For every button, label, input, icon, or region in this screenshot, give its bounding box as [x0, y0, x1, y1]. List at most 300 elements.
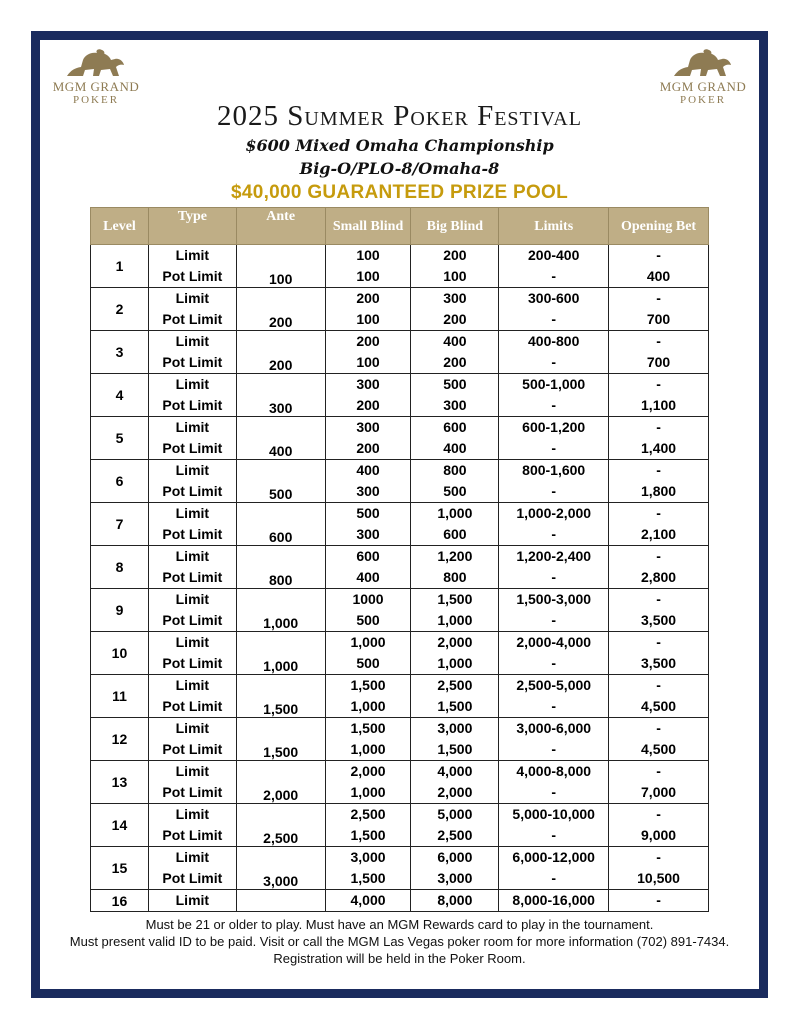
- game-type-line: Limit: [175, 849, 210, 865]
- game-type-line: Limit: [175, 419, 210, 435]
- big-blind-value-line: 400: [443, 440, 467, 456]
- small-blind-value-line: 2,500: [350, 806, 386, 822]
- small-blind-value: [325, 804, 411, 847]
- game-type-line: Pot Limit: [162, 354, 223, 370]
- game-type: [148, 804, 236, 847]
- small-blind-value-line: 1,500: [350, 677, 386, 693]
- limits-value-line: -: [551, 440, 557, 456]
- opening-bet-value-line: 1,800: [641, 483, 677, 499]
- small-blind-value-line: 3,000: [350, 849, 386, 865]
- limits-value-line: 5,000-10,000: [512, 806, 595, 822]
- ante-value: 200: [236, 331, 325, 374]
- game-type-line: Limit: [175, 290, 210, 306]
- limits-value: [499, 417, 609, 460]
- level-number: 9: [91, 589, 149, 632]
- big-blind-value-line: 2,000: [437, 784, 473, 800]
- logo-line-2: POKER: [72, 94, 120, 106]
- limits-value-line: 2,500-5,000: [516, 677, 592, 693]
- big-blind-value: [411, 675, 499, 718]
- game-type: [148, 288, 236, 331]
- ante-value: 2,000: [236, 761, 325, 804]
- game-type-line: Pot Limit: [162, 526, 223, 542]
- ante-value: 2,500: [236, 804, 325, 847]
- big-blind-value-line: 2,500: [437, 677, 473, 693]
- game-type: [148, 331, 236, 374]
- game-type: [148, 675, 236, 718]
- big-blind-value: [411, 546, 499, 589]
- opening-bet-value: [609, 417, 709, 460]
- limits-value: [499, 632, 609, 675]
- big-blind-value-line: 3,000: [437, 720, 473, 736]
- small-blind-value-line: 2,000: [350, 763, 386, 779]
- big-blind-value-line: 800: [443, 462, 467, 478]
- game-type-line: Pot Limit: [162, 741, 223, 757]
- ante-value: 400: [236, 417, 325, 460]
- limits-value: [499, 761, 609, 804]
- small-blind-value-line: 200: [356, 290, 380, 306]
- game-variants: Big-O/PLO-8/Omaha-8: [299, 159, 500, 178]
- footer-line-2: Must present valid ID to be paid. Visit or call the MGM Las Vegas poker room for more information (702) 891-7434. Registration will be held in the Poker Room.: [69, 934, 730, 966]
- opening-bet-value-line: 10,500: [637, 870, 680, 886]
- small-blind-value-line: 400: [356, 462, 380, 478]
- opening-bet-value-line: -: [656, 849, 661, 865]
- game-type: [148, 503, 236, 546]
- big-blind-value-line: 5,000: [437, 806, 473, 822]
- limits-value-line: 300-600: [528, 290, 580, 306]
- game-type: [148, 718, 236, 761]
- game-type-line: Pot Limit: [162, 311, 223, 327]
- table-row: [91, 546, 709, 589]
- opening-bet-value-line: 700: [646, 354, 671, 370]
- small-blind-value-line: 500: [356, 505, 380, 521]
- small-blind-value-line: 100: [356, 354, 380, 370]
- game-type: [148, 460, 236, 503]
- limits-value-line: 4,000-8,000: [516, 763, 592, 779]
- opening-bet-value: [609, 589, 709, 632]
- game-type-line: Pot Limit: [162, 440, 223, 456]
- opening-bet-value-line: 7,000: [641, 784, 677, 800]
- limits-value-line: 1,000-2,000: [516, 505, 592, 521]
- big-blind-value-line: 600: [443, 526, 467, 542]
- opening-bet-value-line: -: [656, 333, 661, 349]
- opening-bet-value: [609, 288, 709, 331]
- limits-value: [499, 718, 609, 761]
- small-blind-value: [325, 589, 411, 632]
- game-type-line: Limit: [175, 720, 210, 736]
- big-blind-value-line: 100: [443, 268, 467, 284]
- ante-value: 1,500: [236, 718, 325, 761]
- game-type-line: Limit: [175, 806, 210, 822]
- limits-value-line: -: [551, 741, 557, 757]
- game-type-line: Pot Limit: [162, 397, 223, 413]
- limits-value: [499, 245, 609, 288]
- small-blind-value: [325, 761, 411, 804]
- small-blind-value: [325, 374, 411, 417]
- big-blind-value-line: 600: [443, 419, 467, 435]
- col-header-level: Level: [91, 208, 149, 245]
- limits-value-line: 2,000-4,000: [516, 634, 592, 650]
- opening-bet-value-line: -: [656, 548, 661, 564]
- big-blind-value-line: 1,500: [437, 741, 473, 757]
- opening-bet-value: [609, 374, 709, 417]
- opening-bet-value-line: 400: [646, 268, 671, 284]
- big-blind-value-line: 2,000: [437, 634, 473, 650]
- level-number: 3: [91, 331, 149, 374]
- small-blind-value-line: 1,500: [350, 827, 386, 843]
- big-blind-value: [411, 245, 499, 288]
- opening-bet-value: [609, 245, 709, 288]
- limits-value-line: -: [551, 870, 557, 886]
- big-blind-value-line: 1,500: [437, 591, 473, 607]
- game-type: [148, 632, 236, 675]
- limits-value-line: 500-1,000: [522, 376, 586, 392]
- ante-value: 600: [236, 503, 325, 546]
- big-blind-value: [411, 632, 499, 675]
- small-blind-value: [325, 331, 411, 374]
- opening-bet-value: [609, 761, 709, 804]
- opening-bet-value: [609, 718, 709, 761]
- table-row: [91, 632, 709, 675]
- level-number: 1: [91, 245, 149, 288]
- big-blind-value-line: 500: [443, 376, 467, 392]
- big-blind-value: [411, 718, 499, 761]
- game-type-line: Pot Limit: [162, 483, 223, 499]
- level-number: 4: [91, 374, 149, 417]
- level-number: 5: [91, 417, 149, 460]
- col-header-small-blind: Small Blind: [325, 208, 411, 245]
- level-number: 12: [91, 718, 149, 761]
- small-blind-value-line: 500: [356, 655, 380, 671]
- game-type-line: Limit: [175, 591, 210, 607]
- game-type: [148, 374, 236, 417]
- game-type-line: Limit: [175, 376, 210, 392]
- game-type-line: Pot Limit: [162, 655, 223, 671]
- limits-value-line: -: [551, 311, 557, 327]
- opening-bet-value: [609, 546, 709, 589]
- event-name: $600 Mixed Omaha Championship: [245, 136, 554, 155]
- table-row: [91, 847, 709, 890]
- big-blind-value: [411, 804, 499, 847]
- table-row: [91, 890, 709, 912]
- game-type-line: Pot Limit: [162, 612, 223, 628]
- ante-value: [236, 890, 325, 912]
- big-blind-value-line: 2,500: [437, 827, 473, 843]
- page-title: 2025 Summer Poker Festival: [217, 100, 582, 132]
- opening-bet-value-line: -: [656, 290, 661, 306]
- small-blind-value: [325, 632, 411, 675]
- big-blind-value-line: 400: [443, 333, 467, 349]
- game-type-line: Limit: [175, 333, 210, 349]
- game-type: [148, 245, 236, 288]
- table-row: [91, 718, 709, 761]
- game-type-line: Limit: [175, 462, 210, 478]
- small-blind-value: [325, 675, 411, 718]
- limits-value-line: 200-400: [528, 247, 580, 263]
- logo-line-1: MGM GRAND: [659, 79, 747, 94]
- small-blind-value-line: 300: [356, 526, 380, 542]
- lion-icon: [668, 46, 738, 80]
- level-number: 13: [91, 761, 149, 804]
- small-blind-value: [325, 288, 411, 331]
- game-type-line: Limit: [175, 634, 210, 650]
- small-blind-value: [325, 847, 411, 890]
- opening-bet-value-line: -: [656, 247, 661, 263]
- big-blind-value-line: 800: [443, 569, 467, 585]
- logo-line-2: POKER: [679, 94, 727, 106]
- opening-bet-value-line: -: [656, 462, 661, 478]
- level-number: 14: [91, 804, 149, 847]
- col-header-opening-bet: Opening Bet: [609, 208, 709, 245]
- table-row: [91, 288, 709, 331]
- level-number: 6: [91, 460, 149, 503]
- level-number: 8: [91, 546, 149, 589]
- small-blind-value-line: 1,000: [350, 741, 386, 757]
- opening-bet-value-line: 4,500: [641, 698, 677, 714]
- col-header-type: Type: [148, 208, 236, 245]
- small-blind-value: [325, 890, 411, 912]
- opening-bet-value-line: -: [656, 892, 661, 908]
- opening-bet-value-line: 4,500: [641, 741, 677, 757]
- big-blind-value: [411, 847, 499, 890]
- limits-value: [499, 804, 609, 847]
- ante-value: 1,000: [236, 589, 325, 632]
- level-number: 11: [91, 675, 149, 718]
- big-blind-value-line: 6,000: [437, 849, 473, 865]
- small-blind-value: [325, 503, 411, 546]
- small-blind-value: [325, 546, 411, 589]
- game-type-line: Pot Limit: [162, 784, 223, 800]
- opening-bet-value-line: -: [656, 677, 661, 693]
- small-blind-value-line: 100: [356, 247, 380, 263]
- limits-value-line: 400-800: [528, 333, 580, 349]
- ante-value: 1,000: [236, 632, 325, 675]
- ante-value: 500: [236, 460, 325, 503]
- limits-value-line: -: [551, 698, 557, 714]
- big-blind-value-line: 4,000: [437, 763, 473, 779]
- game-type-line: Pot Limit: [162, 827, 223, 843]
- game-type-line: Pot Limit: [162, 870, 223, 886]
- opening-bet-value-line: 3,500: [641, 655, 677, 671]
- structure-table: [90, 207, 709, 912]
- big-blind-value-line: 1,000: [437, 505, 473, 521]
- footer-notice: [48, 916, 751, 967]
- big-blind-value-line: 1,500: [437, 698, 473, 714]
- limits-value-line: -: [551, 784, 557, 800]
- opening-bet-value-line: 1,100: [641, 397, 677, 413]
- small-blind-value-line: 1,000: [350, 698, 386, 714]
- game-type-line: Limit: [175, 892, 210, 908]
- small-blind-value: [325, 245, 411, 288]
- limits-value: [499, 675, 609, 718]
- big-blind-value-line: 200: [443, 247, 467, 263]
- game-type: [148, 589, 236, 632]
- opening-bet-value: [609, 331, 709, 374]
- table-row: [91, 761, 709, 804]
- opening-bet-value: [609, 460, 709, 503]
- opening-bet-value: [609, 675, 709, 718]
- big-blind-value-line: 8,000: [437, 892, 473, 908]
- game-type-line: Limit: [175, 247, 210, 263]
- small-blind-value-line: 300: [356, 419, 380, 435]
- small-blind-value-line: 300: [356, 376, 380, 392]
- limits-value-line: 1,200-2,400: [516, 548, 592, 564]
- table-row: [91, 374, 709, 417]
- opening-bet-value-line: 9,000: [641, 827, 677, 843]
- opening-bet-value-line: -: [656, 720, 661, 736]
- limits-value-line: -: [551, 483, 557, 499]
- small-blind-value-line: 4,000: [350, 892, 386, 908]
- small-blind-value-line: 100: [356, 268, 380, 284]
- limits-value-line: -: [551, 612, 557, 628]
- limits-value-line: -: [551, 268, 557, 284]
- big-blind-value-line: 200: [443, 311, 467, 327]
- level-number: 2: [91, 288, 149, 331]
- opening-bet-value-line: -: [656, 634, 661, 650]
- small-blind-value-line: 1,000: [350, 784, 386, 800]
- big-blind-value: [411, 890, 499, 912]
- col-header-ante: Ante: [236, 208, 325, 245]
- big-blind-value-line: 500: [443, 483, 467, 499]
- small-blind-value-line: 100: [356, 311, 380, 327]
- opening-bet-value-line: -: [656, 591, 661, 607]
- big-blind-value-line: 1,000: [437, 612, 473, 628]
- table-row: [91, 675, 709, 718]
- opening-bet-value: [609, 804, 709, 847]
- table-row: [91, 589, 709, 632]
- limits-value-line: 8,000-16,000: [512, 892, 595, 908]
- small-blind-value-line: 1000: [352, 591, 384, 607]
- big-blind-value: [411, 761, 499, 804]
- game-type: [148, 761, 236, 804]
- small-blind-value-line: 200: [356, 440, 380, 456]
- table-row: [91, 331, 709, 374]
- limits-value-line: -: [551, 526, 557, 542]
- opening-bet-value: [609, 503, 709, 546]
- limits-value: [499, 890, 609, 912]
- table-row: [91, 245, 709, 288]
- col-header-big-blind: Big Blind: [411, 208, 499, 245]
- game-type-line: Pot Limit: [162, 268, 223, 284]
- big-blind-value-line: 300: [443, 397, 467, 413]
- big-blind-value: [411, 417, 499, 460]
- big-blind-value: [411, 589, 499, 632]
- game-type-line: Limit: [175, 548, 210, 564]
- opening-bet-value-line: -: [656, 505, 661, 521]
- big-blind-value: [411, 460, 499, 503]
- levels-body: [91, 245, 709, 912]
- limits-value: [499, 503, 609, 546]
- page-frame: [31, 31, 768, 998]
- small-blind-value-line: 500: [356, 612, 380, 628]
- limits-value-line: 3,000-6,000: [516, 720, 592, 736]
- opening-bet-value-line: 1,400: [641, 440, 677, 456]
- table-row: [91, 417, 709, 460]
- limits-value-line: 800-1,600: [522, 462, 586, 478]
- small-blind-value-line: 1,500: [350, 720, 386, 736]
- opening-bet-value-line: 3,500: [641, 612, 677, 628]
- game-type-line: Limit: [175, 763, 210, 779]
- small-blind-value-line: 200: [356, 333, 380, 349]
- level-number: 16: [91, 890, 149, 912]
- opening-bet-value-line: -: [656, 419, 661, 435]
- opening-bet-value-line: -: [656, 763, 661, 779]
- limits-value: [499, 374, 609, 417]
- limits-value-line: 1,500-3,000: [516, 591, 592, 607]
- game-type: [148, 890, 236, 912]
- big-blind-value: [411, 503, 499, 546]
- limits-value: [499, 847, 609, 890]
- ante-value: 1,500: [236, 675, 325, 718]
- logo-line-1: MGM GRAND: [52, 79, 140, 94]
- big-blind-value: [411, 288, 499, 331]
- small-blind-value-line: 600: [356, 548, 380, 564]
- mgm-grand-poker-logo-right: [653, 46, 753, 107]
- footer-line-1: Must be 21 or older to play. Must have an MGM Rewards card to play in the tournament.: [145, 917, 654, 932]
- big-blind-value-line: 300: [443, 290, 467, 306]
- limits-value-line: -: [551, 397, 557, 413]
- big-blind-value: [411, 374, 499, 417]
- game-type-line: Limit: [175, 677, 210, 693]
- limits-value-line: 600-1,200: [522, 419, 586, 435]
- game-type-line: Limit: [175, 505, 210, 521]
- limits-value: [499, 331, 609, 374]
- opening-bet-value-line: -: [656, 376, 661, 392]
- table-row: [91, 804, 709, 847]
- limits-value-line: -: [551, 354, 557, 370]
- col-header-limits: Limits: [499, 208, 609, 245]
- opening-bet-value: [609, 890, 709, 912]
- big-blind-value-line: 200: [443, 354, 467, 370]
- opening-bet-value-line: 2,800: [641, 569, 677, 585]
- mgm-grand-poker-logo-left: [46, 46, 146, 107]
- limits-value: [499, 589, 609, 632]
- level-number: 7: [91, 503, 149, 546]
- limits-value-line: -: [551, 655, 557, 671]
- ante-value: 300: [236, 374, 325, 417]
- table-row: [91, 503, 709, 546]
- ante-value: 3,000: [236, 847, 325, 890]
- game-type-line: Pot Limit: [162, 698, 223, 714]
- lion-icon: [61, 46, 131, 80]
- ante-value: 100: [236, 245, 325, 288]
- opening-bet-value-line: 700: [646, 311, 671, 327]
- game-type: [148, 417, 236, 460]
- big-blind-value-line: 1,000: [437, 655, 473, 671]
- limits-value: [499, 460, 609, 503]
- level-number: 10: [91, 632, 149, 675]
- opening-bet-value: [609, 632, 709, 675]
- game-type-line: Pot Limit: [162, 569, 223, 585]
- game-type: [148, 546, 236, 589]
- opening-bet-value: [609, 847, 709, 890]
- table-row: [91, 460, 709, 503]
- limits-value: [499, 288, 609, 331]
- limits-value-line: 6,000-12,000: [512, 849, 595, 865]
- small-blind-value-line: 1,000: [350, 634, 386, 650]
- big-blind-value-line: 1,200: [437, 548, 473, 564]
- ante-value: 800: [236, 546, 325, 589]
- level-number: 15: [91, 847, 149, 890]
- big-blind-value-line: 3,000: [437, 870, 473, 886]
- limits-value: [499, 546, 609, 589]
- table-header-row: [91, 208, 709, 245]
- game-type: [148, 847, 236, 890]
- small-blind-value: [325, 417, 411, 460]
- limits-value-line: -: [551, 569, 557, 585]
- limits-value-line: -: [551, 827, 557, 843]
- small-blind-value-line: 200: [356, 397, 380, 413]
- big-blind-value: [411, 331, 499, 374]
